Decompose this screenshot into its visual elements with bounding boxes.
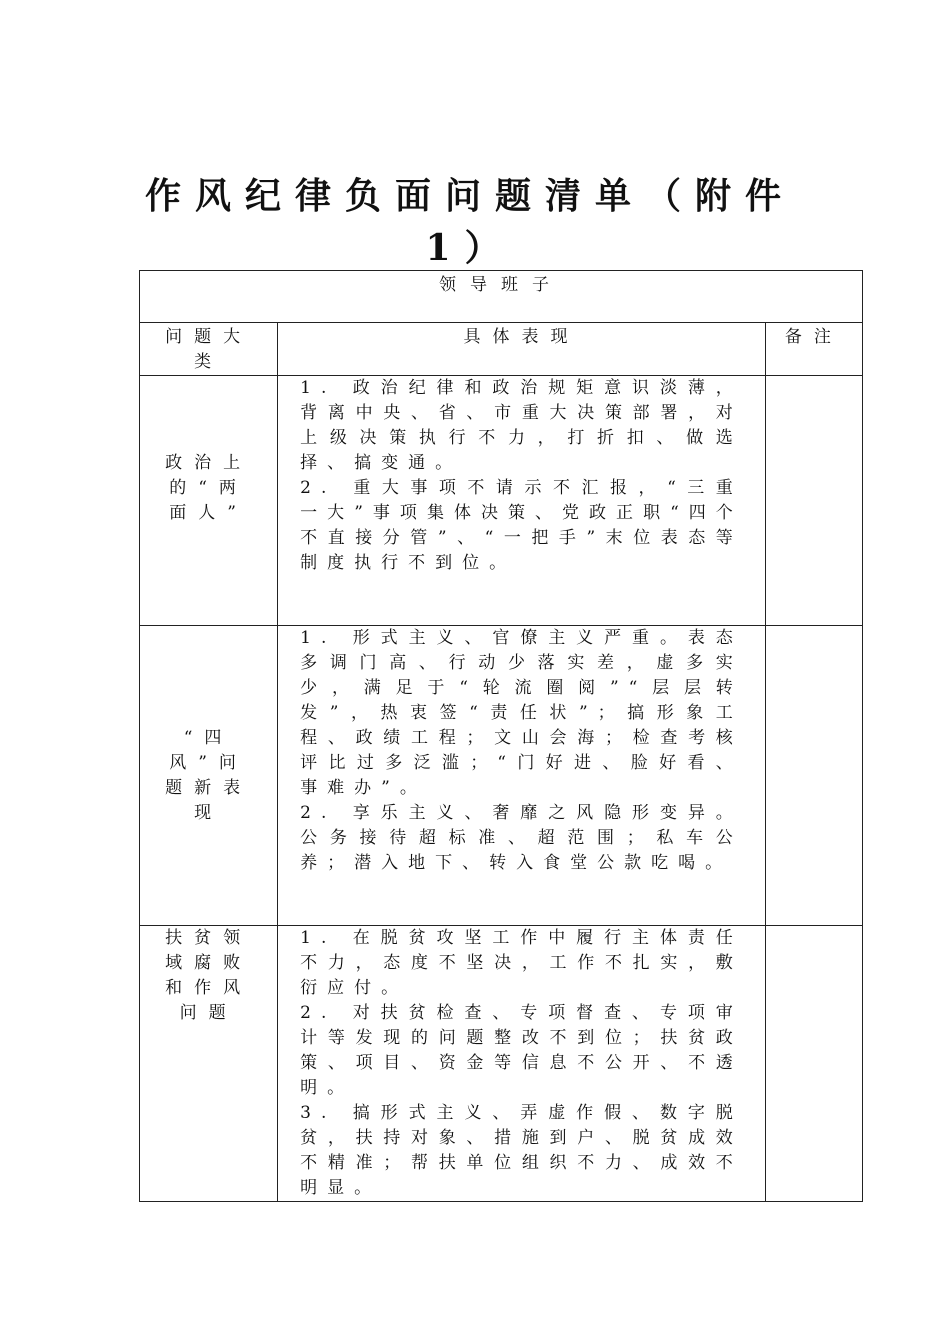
detail-item: 2. 重大事项不请示不汇报，“三重一大”事项集体决策、党政正职“四个不直接分管”、“一把手”末位表态等制度执行不到位。 xyxy=(300,478,743,573)
detail-item: 2. 对扶贫检查、专项督查、专项审计等发现的问题整改不到位；扶贫政策、项目、资金等信息不公开、不透明。 xyxy=(300,1003,743,1098)
header-row xyxy=(140,323,863,376)
detail-item: 1. 在脱贫攻坚工作中履行主体责任不力，态度不坚决，工作不扎实，敷衍应付。 xyxy=(300,928,743,998)
page-title: 作风纪律负面问题清单（附件1） xyxy=(144,175,795,269)
table-row xyxy=(140,926,863,1202)
header-remark: 备注 xyxy=(765,323,862,376)
detail-cell xyxy=(278,376,766,626)
category-cell xyxy=(140,626,278,926)
problem-list-table xyxy=(139,270,863,1202)
category-text: “四风”问题新表现 xyxy=(165,728,253,823)
table-row xyxy=(140,376,863,626)
header-detail: 具体表现 xyxy=(278,323,766,376)
category-cell xyxy=(140,376,278,626)
detail-item: 3. 搞形式主义、弄虚作假、数字脱贫，扶持对象、措施到户、脱贫成效不精准；帮扶单位组织不力、成效不明显。 xyxy=(300,1103,743,1198)
section-title: 领导班子 xyxy=(140,271,863,323)
remark-cell xyxy=(765,926,862,1202)
category-text: 扶贫领域腐败和作风问题 xyxy=(165,928,253,1023)
detail-cell xyxy=(278,926,766,1202)
detail-item: 1. 形式主义、官僚主义严重。表态多调门高、行动少落实差，虚多实少，满足于“轮流圈阅”“层层转发”，热衷签“责任状”；搞形象工程、政绩工程；文山会海；检查考核评比过多泛滥；“门好进、脸好看、事难办”。 xyxy=(300,628,743,798)
section-row xyxy=(140,271,863,323)
header-category-text: 问题大类 xyxy=(165,327,253,372)
table-row xyxy=(140,626,863,926)
detail-cell xyxy=(278,626,766,926)
detail-item: 1. 政治纪律和政治规矩意识淡薄，背离中央、省、市重大决策部署，对上级决策执行不力，打折扣、做选择、搞变通。 xyxy=(300,378,743,473)
category-text: 政治上的“两面人” xyxy=(165,453,253,523)
detail-item: 2. 享乐主义、奢靡之风隐形变异。公务接待超标准、超范围；私车公养；潜入地下、转入食堂公款吃喝。 xyxy=(300,803,743,873)
header-category xyxy=(140,323,278,376)
remark-cell xyxy=(765,626,862,926)
remark-cell xyxy=(765,376,862,626)
category-cell xyxy=(140,926,278,1202)
